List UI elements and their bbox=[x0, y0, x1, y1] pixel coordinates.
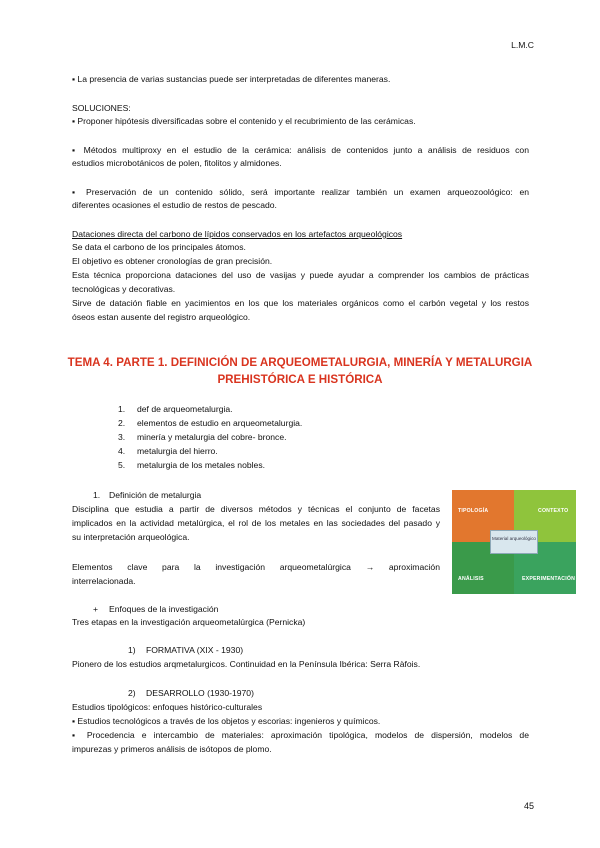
section-1-p2-line-1: Elementos clave para la investigación arqueometalúrgica → aproximación bbox=[72, 562, 440, 572]
desarrollo-number: 2) bbox=[128, 688, 136, 698]
toc-item: def de arqueometalurgia. bbox=[137, 404, 233, 414]
topic-title-line-2: PREHISTÓRICA E HISTÓRICA bbox=[217, 373, 383, 386]
enfoques-intro: Tres etapas en la investigación arqueometalúrgica (Pernicka) bbox=[72, 617, 306, 627]
dataciones-heading: Dataciones directa del carbono de lípidos conservados en los artefactos arqueológicos bbox=[72, 229, 403, 239]
toc-item: elementos de estudio en arqueometalurgia. bbox=[137, 418, 303, 428]
soluciones-bullet-2-line-1: ▪ Métodos multiproxy en el estudio de la cerámica: análisis de contenidos junto a análisis de residuos con bbox=[72, 145, 529, 155]
dataciones-line-4: tecnológicas y decorativas. bbox=[72, 284, 176, 294]
desarrollo-heading: DESARROLLO (1930-1970) bbox=[146, 688, 254, 698]
diagram-center-box: Material arqueológico bbox=[490, 530, 538, 554]
toc-item: metalurgia de los metales nobles. bbox=[137, 460, 266, 470]
soluciones-bullet-1: ▪ Proponer hipótesis diversificadas sobre el contenido y el recubrimiento de las cerámicas. bbox=[72, 116, 416, 126]
section-1-heading: Definición de metalurgia bbox=[109, 490, 202, 500]
desarrollo-line-3: ▪ Procedencia e intercambio de materiales: aproximación tipológica, modelos de dispersión, modelos de bbox=[72, 730, 529, 740]
dataciones-line-5: Sirve de datación fiable en yacimientos en los que los materiales orgánicos como el carbón vegetal y los restos bbox=[72, 298, 529, 308]
desarrollo-line-2: ▪ Estudios tecnológicos a través de los objetos y escorias: ingenieros y químicos. bbox=[72, 716, 381, 726]
section-1-p1-line-3: su interpretación arqueológica. bbox=[72, 532, 190, 542]
diagram-label-contexto: CONTEXTO bbox=[538, 508, 569, 514]
section-1-p1-line-2: implicados en la actividad metalúrgica, el rol de los metales en las sociedades del pasado y bbox=[72, 518, 440, 528]
section-1-p1-line-1: Disciplina que estudia a partir de diversos métodos y técnicas el conjunto de facetas bbox=[72, 504, 440, 514]
soluciones-bullet-2-line-2: estudios microbotánicos de polen, fitolitos y almidones. bbox=[72, 158, 282, 168]
toc-number: 1. bbox=[118, 404, 126, 414]
soluciones-bullet-3-line-1: ▪ Preservación de un contenido sólido, será importante realizar también un examen arqueozoológico: en bbox=[72, 187, 529, 197]
section-1-number: 1. bbox=[93, 490, 101, 500]
dataciones-line-1: Se data el carbono de los principales átomos. bbox=[72, 242, 246, 252]
desarrollo-line-1: Estudios tipológicos: enfoques histórico-culturales bbox=[72, 702, 263, 712]
page-number: 45 bbox=[523, 801, 534, 811]
toc-number: 4. bbox=[118, 446, 126, 456]
toc-item: minería y metalurgia del cobre- bronce. bbox=[137, 432, 287, 442]
enfoques-bullet: + bbox=[93, 604, 99, 614]
topic-title-line-1: TEMA 4. PARTE 1. DEFINICIÓN DE ARQUEOMETALURGIA, MINERÍA Y METALURGIA bbox=[67, 356, 533, 369]
toc-number: 5. bbox=[118, 460, 126, 470]
section-1-p2-line-2: interrelacionada. bbox=[72, 576, 136, 586]
diagram-label-tipologia: TIPOLOGÍA bbox=[458, 508, 489, 514]
toc-number: 3. bbox=[118, 432, 126, 442]
formativa-number: 1) bbox=[128, 645, 136, 655]
soluciones-heading: SOLUCIONES: bbox=[72, 103, 131, 113]
soluciones-bullet-3-line-2: diferentes ocasiones el estudio de restos de pescado. bbox=[72, 200, 277, 210]
desarrollo-line-4: impurezas y primeros análisis de isótopos de plomo. bbox=[72, 744, 272, 754]
formativa-text: Pionero de los estudios arqmetalurgicos. Continuidad en la Península Ibérica: Serra Ràfois. bbox=[72, 659, 421, 669]
header-initials: L.M.C bbox=[511, 40, 534, 50]
formativa-heading: FORMATIVA (XIX - 1930) bbox=[146, 645, 244, 655]
toc-number: 2. bbox=[118, 418, 126, 428]
diagram-label-analisis: ANÁLISIS bbox=[458, 576, 484, 582]
dataciones-line-6: óseos estan ausente del registro arqueológico. bbox=[72, 312, 251, 322]
intro-bullet: ▪ La presencia de varias sustancias puede ser interpretadas de diferentes maneras. bbox=[72, 74, 391, 84]
archaeometallurgy-diagram bbox=[452, 490, 576, 595]
dataciones-line-2: El objetivo es obtener cronologías de gran precisión. bbox=[72, 256, 273, 266]
diagram-label-experimentacion: EXPERIMENTACIÓN bbox=[522, 576, 576, 582]
toc-item: metalurgia del hierro. bbox=[137, 446, 218, 456]
enfoques-heading: Enfoques de la investigación bbox=[109, 604, 219, 614]
dataciones-line-3: Esta técnica proporciona dataciones del uso de vasijas y puede ayudar a comprender los cambios de prácticas bbox=[72, 270, 529, 280]
